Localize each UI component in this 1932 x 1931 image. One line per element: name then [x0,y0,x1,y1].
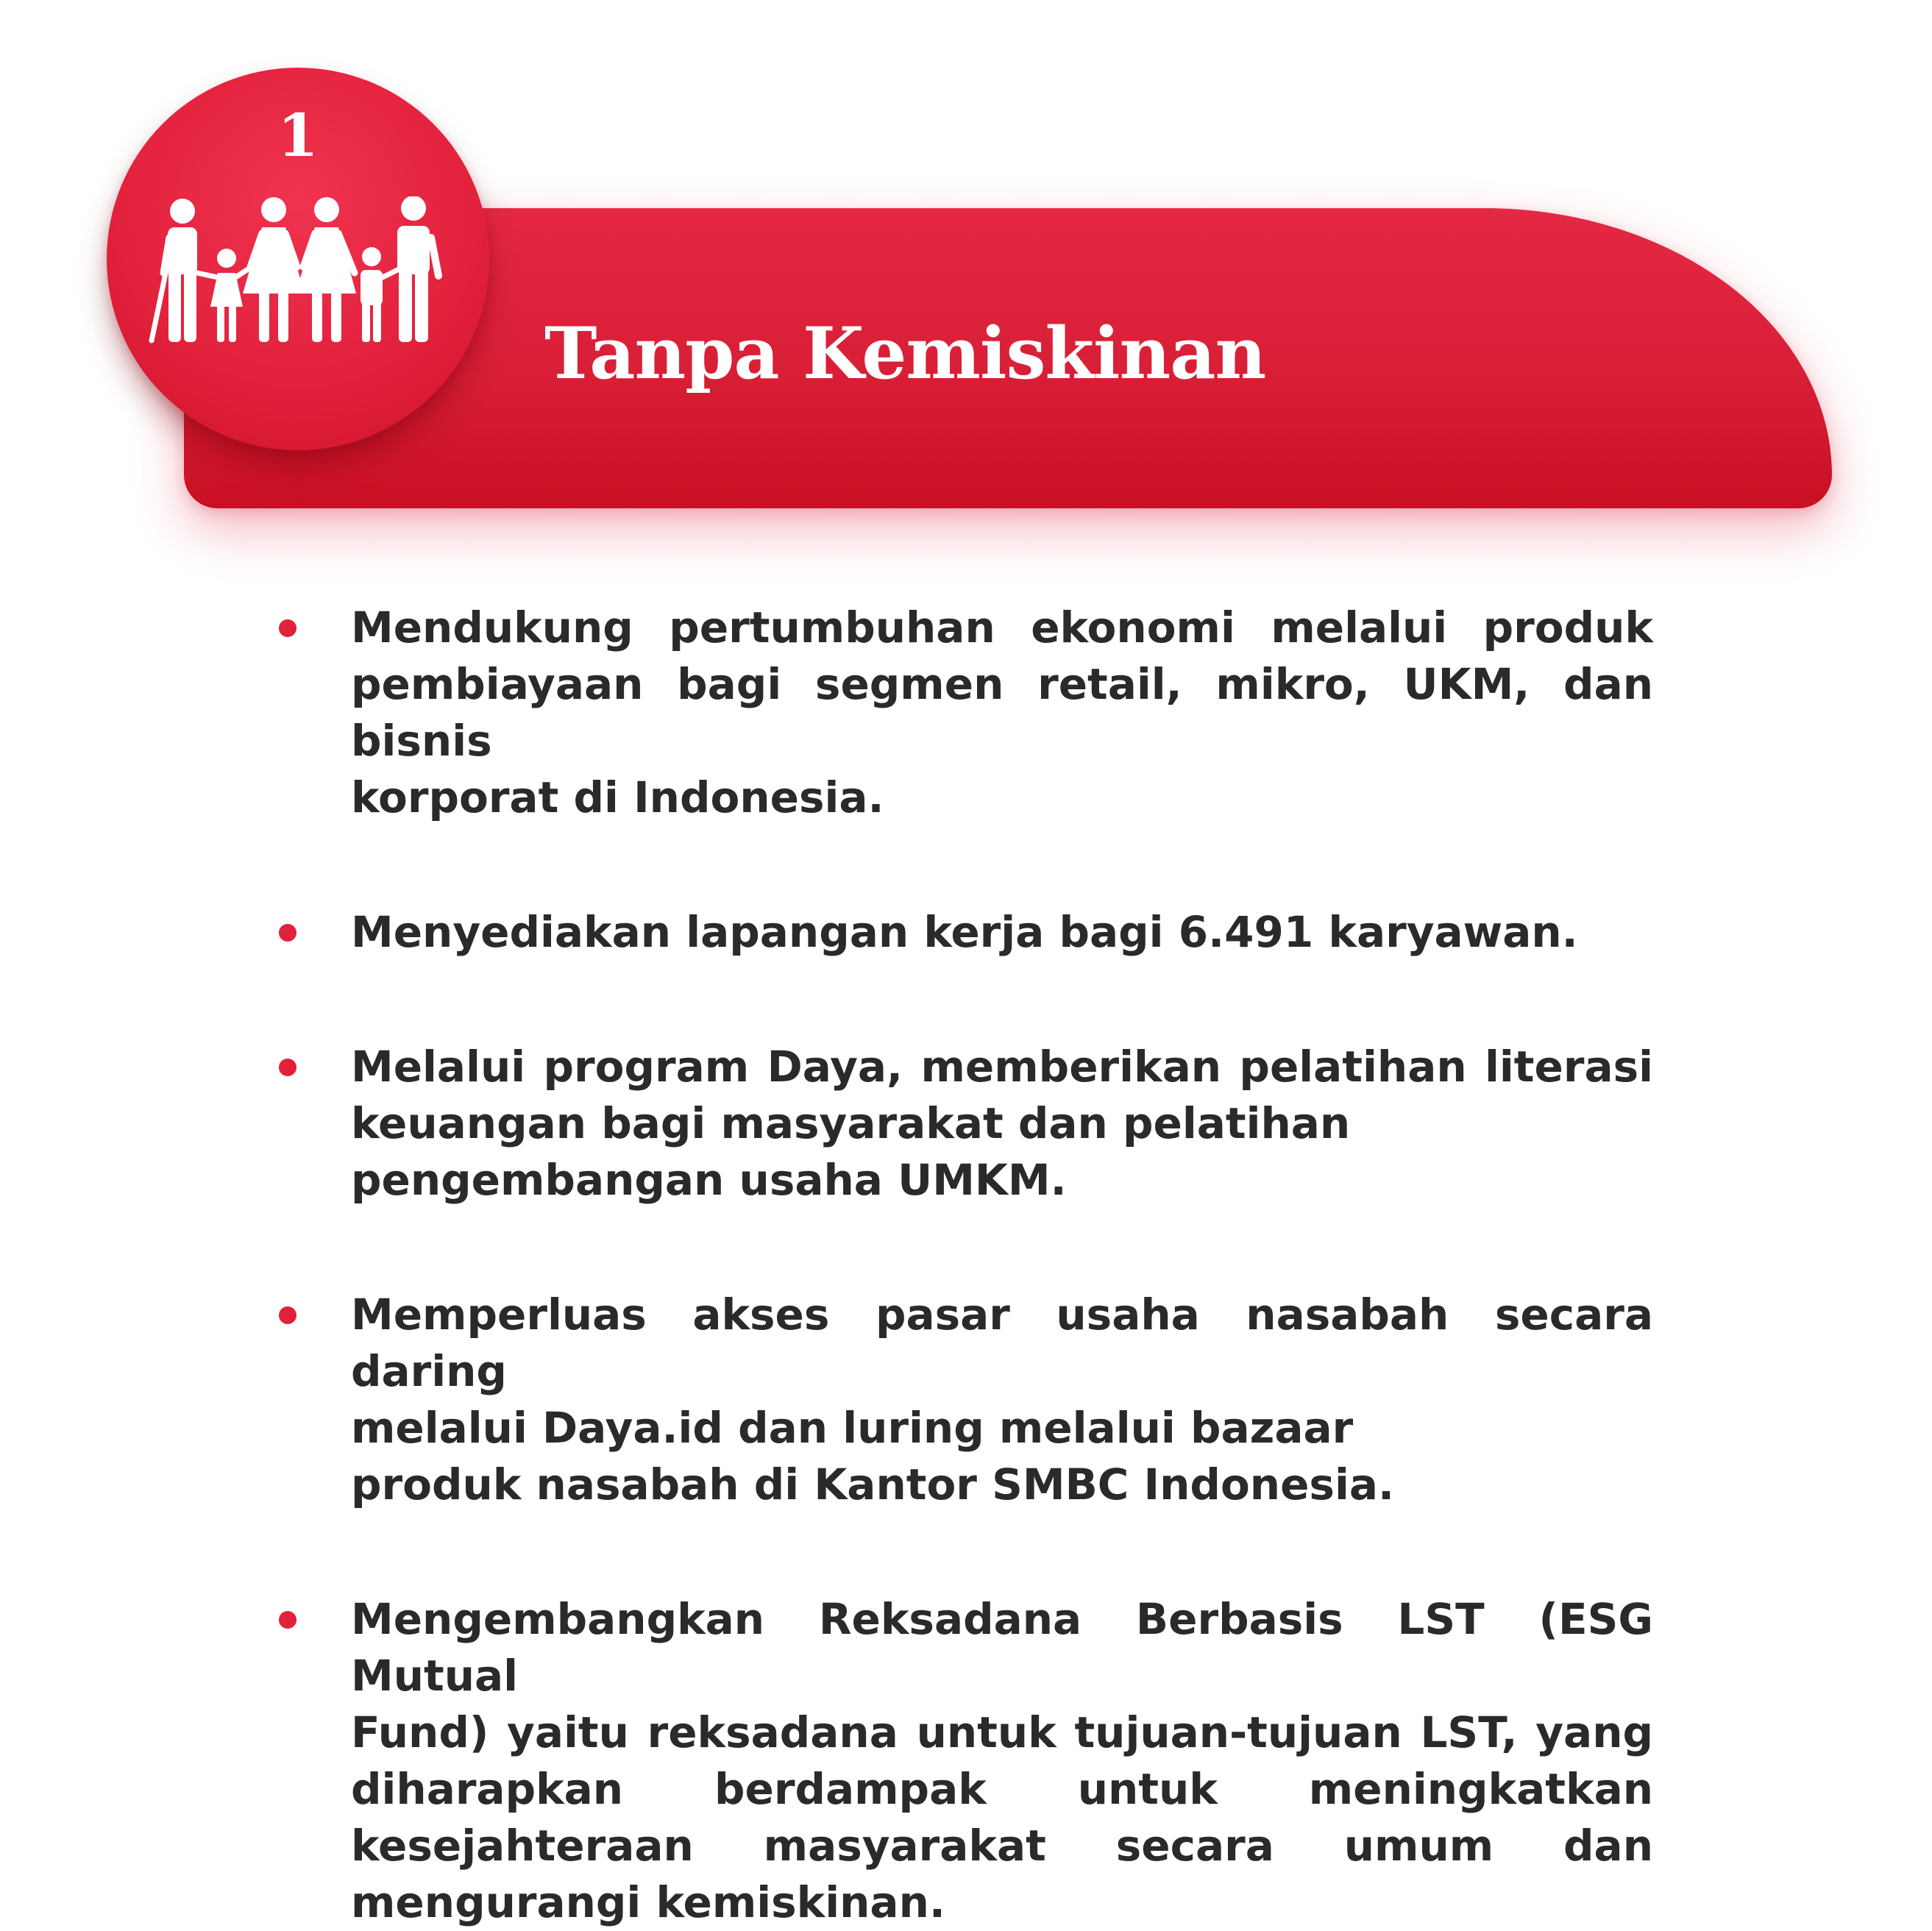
goal-badge [107,68,489,450]
point-line: Melalui program Daya, memberikan pelatihan literasi [351,1042,1653,1092]
list-item [274,904,1653,961]
point-line: kesejahteraan masyarakat secara umum dan [351,1821,1653,1871]
point-line: diharapkan berdampak untuk meningkatkan [351,1764,1653,1814]
point-line: korporat di Indonesia. [351,772,884,822]
point-line: pengembangan usaha UMKM. [351,1155,1067,1205]
point-line: mengurangi kemiskinan. [351,1877,945,1927]
bullet-icon [279,619,296,637]
point-line: Menyediakan lapangan kerja bagi 6.491 karyawan. [351,907,1578,957]
point-line: pembiayaan bagi segmen retail, mikro, UKM, dan bisnis [351,659,1653,766]
bullet-icon [279,1611,296,1629]
list-item [274,1287,1653,1513]
point-line: produk nasabah di Kantor SMBC Indonesia. [351,1459,1394,1509]
bullet-icon [279,924,296,942]
list-item [274,1591,1653,1931]
point-line: keuangan bagi masyarakat dan pelatihan [351,1098,1351,1148]
point-line: Fund) yaitu reksadana untuk tujuan-tujuan LST, yang [351,1707,1653,1757]
list-item [274,1039,1653,1209]
points-list [274,600,1653,1931]
point-line: Memperluas akses pasar usaha nasabah secara daring [351,1290,1653,1396]
bullet-icon [279,1306,296,1324]
bullet-icon [279,1059,296,1076]
goal-number: 1 [277,101,319,170]
point-line: melalui Daya.id dan luring melalui bazaar [351,1403,1354,1453]
family-icon [147,196,449,344]
page-title: Tanpa Kemiskinan [544,312,1266,395]
list-item [274,600,1653,826]
point-line: Mendukung pertumbuhan ekonomi melalui produk [351,602,1653,652]
point-line: Mengembangkan Reksadana Berbasis LST (ESG Mutual [351,1594,1653,1701]
